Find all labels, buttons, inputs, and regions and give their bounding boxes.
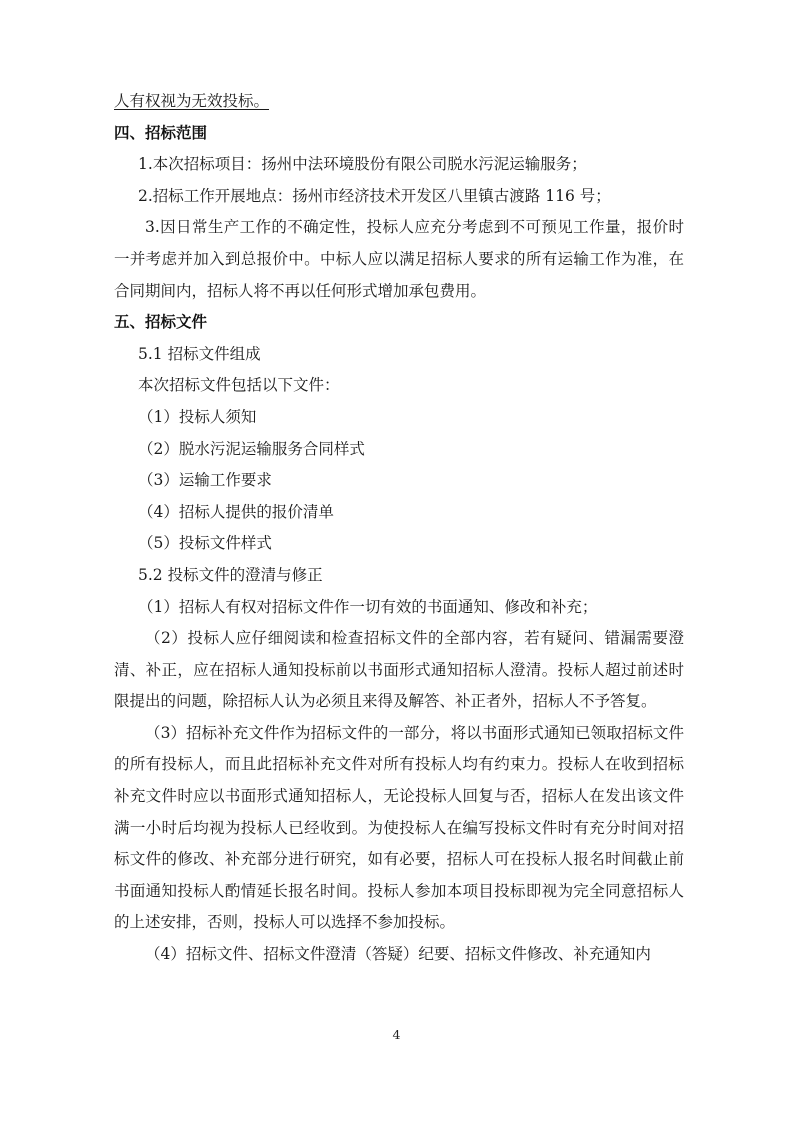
subsection-5-2: 5.2 投标文件的澄清与修正	[138, 565, 323, 584]
section-heading-documents: 五、招标文件	[114, 313, 208, 332]
list-item-4: （4）招标人提供的报价清单	[138, 502, 334, 521]
paragraph-item-3: 3.因日常生产工作的不确定性，投标人应充分考虑到不可预见工作量，报价时一并考虑并加入到总报价中。中标人应以满足招标人要求的所有运输工作为准，在合同期间内，招标人将不再以任何形式增加承包费用。	[114, 218, 684, 300]
clause-4: （4）招标文件、招标文件澄清（答疑）纪要、招标文件修改、补充通知内	[145, 945, 651, 964]
clause-3: （3）招标补充文件作为招标文件的一部分，将以书面形式通知已领取招标文件的所有投标人，而且此招标补充文件对所有投标人均有约束力。投标人在收到招标补充文件时应以书面形式通知招标人，无论投标人回复与否，招标人在发出该文件满一小时后均视为投标人已经收到。为使投标人在编写投标文件时有充分时间对招标文件的修改、补充部分进行研究，如有必要，招标人可在投标人报名时间截止前书面通知投标人酌情延长报名时间。投标人参加本项目投标即视为完全同意招标人的上述安排，否则，投标人可以选择不参加投标。	[114, 723, 684, 932]
list-item-5: （5）投标文件样式	[138, 534, 272, 553]
section-heading-scope: 四、招标范围	[114, 123, 208, 142]
paragraph-item-1: 1.本次招标项目：扬州中法环境股份有限公司脱水污泥运输服务；	[138, 155, 587, 174]
paragraph-text: 人有权视为无效投标。	[114, 92, 270, 110]
paragraph-includes-intro: 本次招标文件包括以下文件：	[138, 376, 340, 395]
clause-1: （1）招标人有权对招标文件作一切有效的书面通知、修改和补充；	[138, 597, 598, 616]
list-item-3: （3）运输工作要求	[138, 471, 272, 490]
list-item-1: （1）投标人须知	[138, 407, 257, 426]
paragraph-item-2: 2.招标工作开展地点：扬州市经济技术开发区八里镇古渡路 116 号；	[138, 186, 611, 205]
paragraph-invalid-bid	[114, 86, 684, 118]
document-body	[114, 86, 684, 971]
list-item-2: （2）脱水污泥运输服务合同样式	[138, 439, 365, 458]
clause-2: （2）投标人应仔细阅读和检查招标文件的全部内容，若有疑问、错漏需要澄清、补正，应在招标人通知投标前以书面形式通知招标人澄清。投标人超过前述时限提出的问题，除招标人认为必须且来得及解答、补正者外，招标人不予答复。	[114, 629, 684, 711]
page-number: 4	[392, 1027, 401, 1042]
subsection-5-1: 5.1 招标文件组成	[138, 344, 261, 363]
